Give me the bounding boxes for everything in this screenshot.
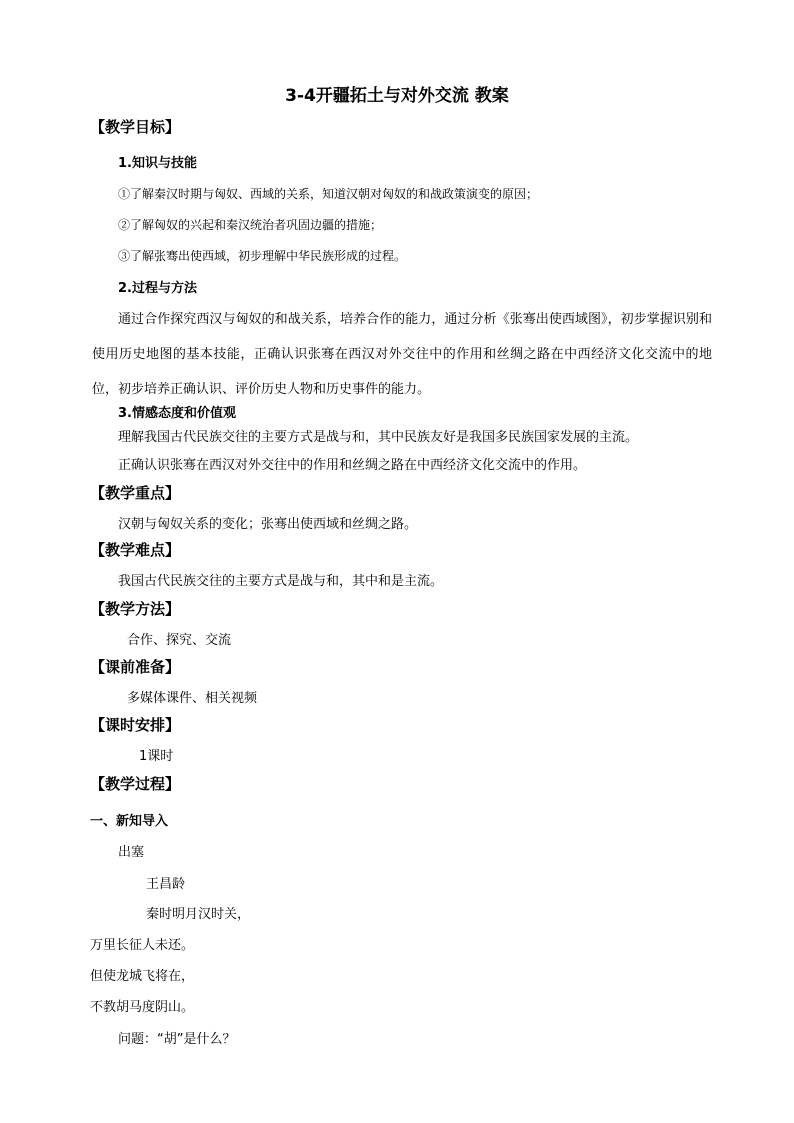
teaching-process-header: 【教学过程】	[90, 775, 181, 793]
poem-author: 王昌龄	[146, 877, 186, 892]
document-title: 3-4开疆拓土与对外交流 教案	[285, 86, 509, 106]
goal-item-2: ②了解匈奴的兴起和秦汉统治者巩固边疆的措施；	[118, 218, 383, 232]
teaching-method-header: 【教学方法】	[90, 600, 181, 618]
poem-line-4: 不教胡马度阴山。	[90, 1000, 195, 1015]
poem-line-2: 万里长征人未还。	[90, 938, 195, 953]
goal-item-1: ①了解秦汉时期与匈奴、西域的关系，知道汉朝对匈奴的和战政策演变的原因；	[118, 187, 539, 201]
teaching-goals-header: 【教学目标】	[90, 118, 181, 136]
poem-line-3: 但使龙城飞将在，	[90, 969, 195, 984]
teaching-difficulty-header: 【教学难点】	[90, 541, 181, 559]
process-method-subheader: 2.过程与方法	[118, 281, 197, 296]
teaching-focus-header: 【教学重点】	[90, 484, 181, 502]
preparation-header: 【课前准备】	[90, 658, 181, 676]
poem-line-1: 秦时明月汉时关，	[146, 907, 251, 922]
section-intro-heading: 一、新知导入	[90, 814, 169, 829]
poem-title: 出塞	[118, 845, 145, 860]
goal-item-3: ③了解张骞出使西域，初步理解中华民族形成的过程。	[118, 249, 407, 263]
teaching-focus-text: 汉朝与匈奴关系的变化；张骞出使西域和丝绸之路。	[118, 517, 418, 532]
teaching-method-text: 合作、探究、交流	[127, 633, 232, 648]
preparation-text: 多媒体课件、相关视频	[127, 691, 258, 706]
teaching-difficulty-text: 我国古代民族交往的主要方式是战与和，其中和是主流。	[118, 574, 444, 589]
intro-question: 问题：“胡”是什么？	[118, 1032, 236, 1047]
values-subheader: 3.情感态度和价值观	[118, 406, 236, 421]
knowledge-skills-subheader: 1.知识与技能	[118, 156, 197, 171]
schedule-header: 【课时安排】	[90, 716, 181, 734]
schedule-text: 1课时	[139, 749, 174, 764]
values-item-2: 正确认识张骞在西汉对外交往中的作用和丝绸之路在中西经济文化交流中的作用。	[118, 458, 587, 473]
process-method-paragraph: 通过合作探究西汉与匈奴的和战关系，培养合作的能力，通过分析《张骞出使西域图》，初步掌握识别和使用历史地图的基本技能，正确认识张骞在西汉对外交往中的作用和丝绸之路在中西经济文化交流中的地位，初步培养正确认识、评价历史人物和历史事件的能力。	[92, 312, 712, 397]
values-item-1: 理解我国古代民族交往的主要方式是战与和，其中民族友好是我国多民族国家发展的主流。	[118, 430, 639, 445]
